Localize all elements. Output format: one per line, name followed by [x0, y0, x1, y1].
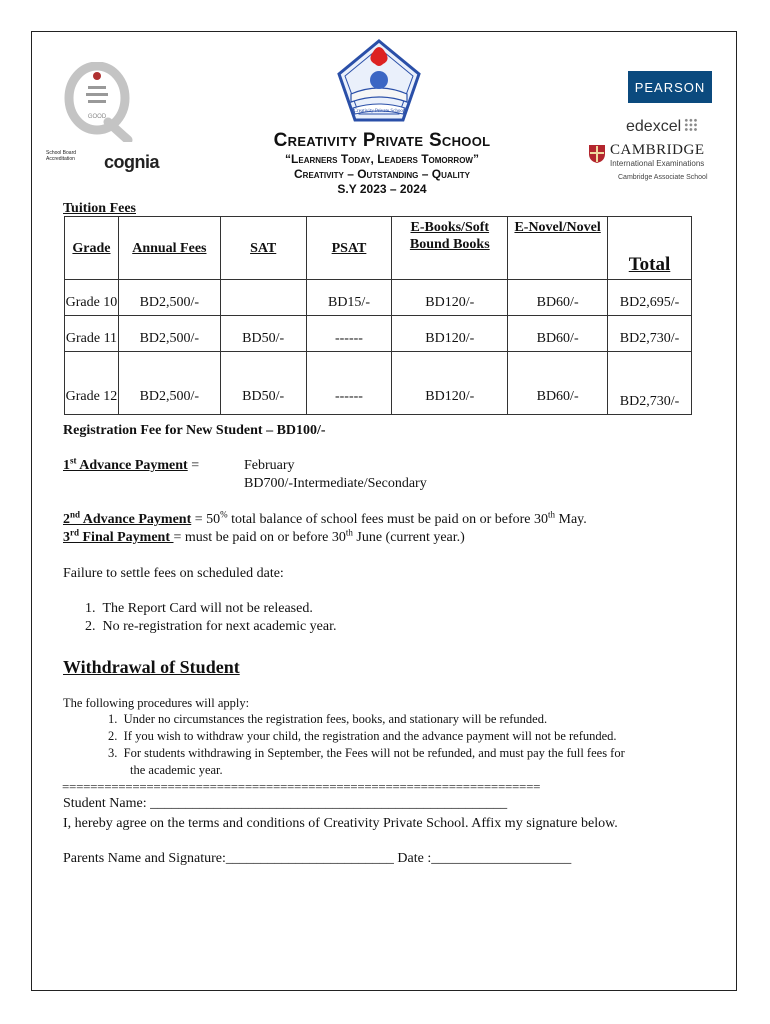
cognia-logo: [46, 150, 176, 180]
first-payment-amount: BD700/-Intermediate/Secondary: [244, 476, 427, 491]
cell-enovel: BD60/-: [508, 316, 608, 352]
table-row: [65, 352, 692, 415]
cell-ebooks: BD120/-: [392, 352, 508, 415]
cell-total: BD2,730/-: [608, 352, 692, 415]
header-ebooks: E-Books/Soft Bound Books: [392, 217, 508, 280]
cognia-wordmark: cognia: [104, 152, 160, 172]
cell-total: BD2,730/-: [608, 316, 692, 352]
cell-grade: Grade 10: [65, 280, 119, 316]
parents-signature-line: Parents Name and Signature:________________________ Date :____________________: [63, 851, 572, 866]
cambridge-shield-icon: [588, 144, 606, 164]
header-grade: Grade: [65, 217, 119, 280]
withdrawal-intro: The following procedures will apply:: [63, 696, 250, 710]
cell-psat: ------: [306, 352, 392, 415]
cell-annual-fees: BD2,500/-: [118, 316, 220, 352]
cell-grade: Grade 11: [65, 316, 119, 352]
table-row: [65, 280, 692, 316]
cell-enovel: BD60/-: [508, 280, 608, 316]
school-name: Creativity Private School: [273, 130, 491, 151]
cell-sat: BD50/-: [220, 316, 306, 352]
first-payment-label: 1st Advance Payment =: [63, 455, 200, 473]
school-crest-logo: [333, 38, 425, 130]
pearson-logo: PEARSON: [628, 71, 712, 103]
school-motto: “Learners Today, Leaders Tomorrow”: [285, 152, 479, 166]
withdrawal-heading: Withdrawal of Student: [63, 657, 240, 677]
header-annual-fees: Annual Fees: [118, 217, 220, 280]
edexcel-wordmark: edexcel: [626, 118, 682, 135]
cell-ebooks: BD120/-: [392, 316, 508, 352]
cell-psat: BD15/-: [306, 280, 392, 316]
second-payment: 2nd Advance Payment = 50% total balance of school fees must be paid on or before 30th May.: [63, 509, 587, 527]
cell-sat: [220, 280, 306, 316]
header-total: Total: [608, 217, 692, 280]
first-payment-month: February: [244, 458, 295, 473]
withdrawal-item: 3. For students withdrawing in September, the Fees will not be refunded, and must pay the full fees for: [108, 746, 625, 760]
tuition-fees-table: [64, 216, 692, 415]
third-payment: 3rd Final Payment = must be paid on or before 30th June (current year.): [63, 527, 465, 545]
table-row: [65, 316, 692, 352]
edexcel-logo: [626, 118, 716, 138]
tuition-fees-label: Tuition Fees: [63, 201, 136, 216]
header-enovel: E-Novel/Novel: [508, 217, 608, 280]
header-sat: SAT: [220, 217, 306, 280]
cambridge-logo: [588, 142, 718, 182]
failure-item: 1. The Report Card will not be released.: [85, 601, 313, 616]
separator-line: ====================================================================: [62, 779, 541, 794]
failure-intro: Failure to settle fees on scheduled date:: [63, 566, 284, 581]
cell-annual-fees: BD2,500/-: [118, 352, 220, 415]
crest-ribbon-text: Creativity Private School: [353, 109, 405, 114]
quality-logo-text: GOOD: [87, 114, 107, 120]
cell-total: BD2,695/-: [608, 280, 692, 316]
edexcel-dots-icon: [684, 118, 698, 132]
document-page: [31, 31, 737, 991]
cambridge-associate: Cambridge Associate School: [618, 174, 708, 181]
withdrawal-item-continued: the academic year.: [130, 763, 223, 777]
agreement-text: I, hereby agree on the terms and conditions of Creativity Private School. Affix my signature below.: [63, 816, 618, 831]
school-year: S.Y 2023 – 2024: [337, 182, 427, 196]
school-title-block: [182, 130, 582, 197]
cell-grade: Grade 12: [65, 352, 119, 415]
cell-sat: BD50/-: [220, 352, 306, 415]
header-psat: PSAT: [306, 217, 392, 280]
cell-annual-fees: BD2,500/-: [118, 280, 220, 316]
quality-q-logo: [64, 62, 134, 142]
cell-psat: ------: [306, 316, 392, 352]
cell-ebooks: BD120/-: [392, 280, 508, 316]
cambridge-wordmark: CAMBRIDGE: [610, 142, 705, 158]
cambridge-subtitle: International Examinations: [610, 159, 705, 168]
cognia-side-text: School Board Accreditation: [46, 150, 77, 162]
school-values: Creativity – Outstanding – Quality: [294, 167, 470, 181]
registration-fee: Registration Fee for New Student – BD100/-: [63, 423, 326, 438]
first-payment-title: 1st Advance Payment: [63, 455, 188, 473]
failure-item: 2. No re-registration for next academic year.: [85, 619, 337, 634]
table-header-row: [65, 217, 692, 280]
cell-enovel: BD60/-: [508, 352, 608, 415]
withdrawal-item: 1. Under no circumstances the registration fees, books, and stationary will be refunded.: [108, 712, 548, 726]
withdrawal-item: 2. If you wish to withdraw your child, the registration and the advance payment will not be refunded.: [108, 729, 617, 743]
student-name-line: Student Name: ___________________________________________________: [63, 796, 508, 811]
